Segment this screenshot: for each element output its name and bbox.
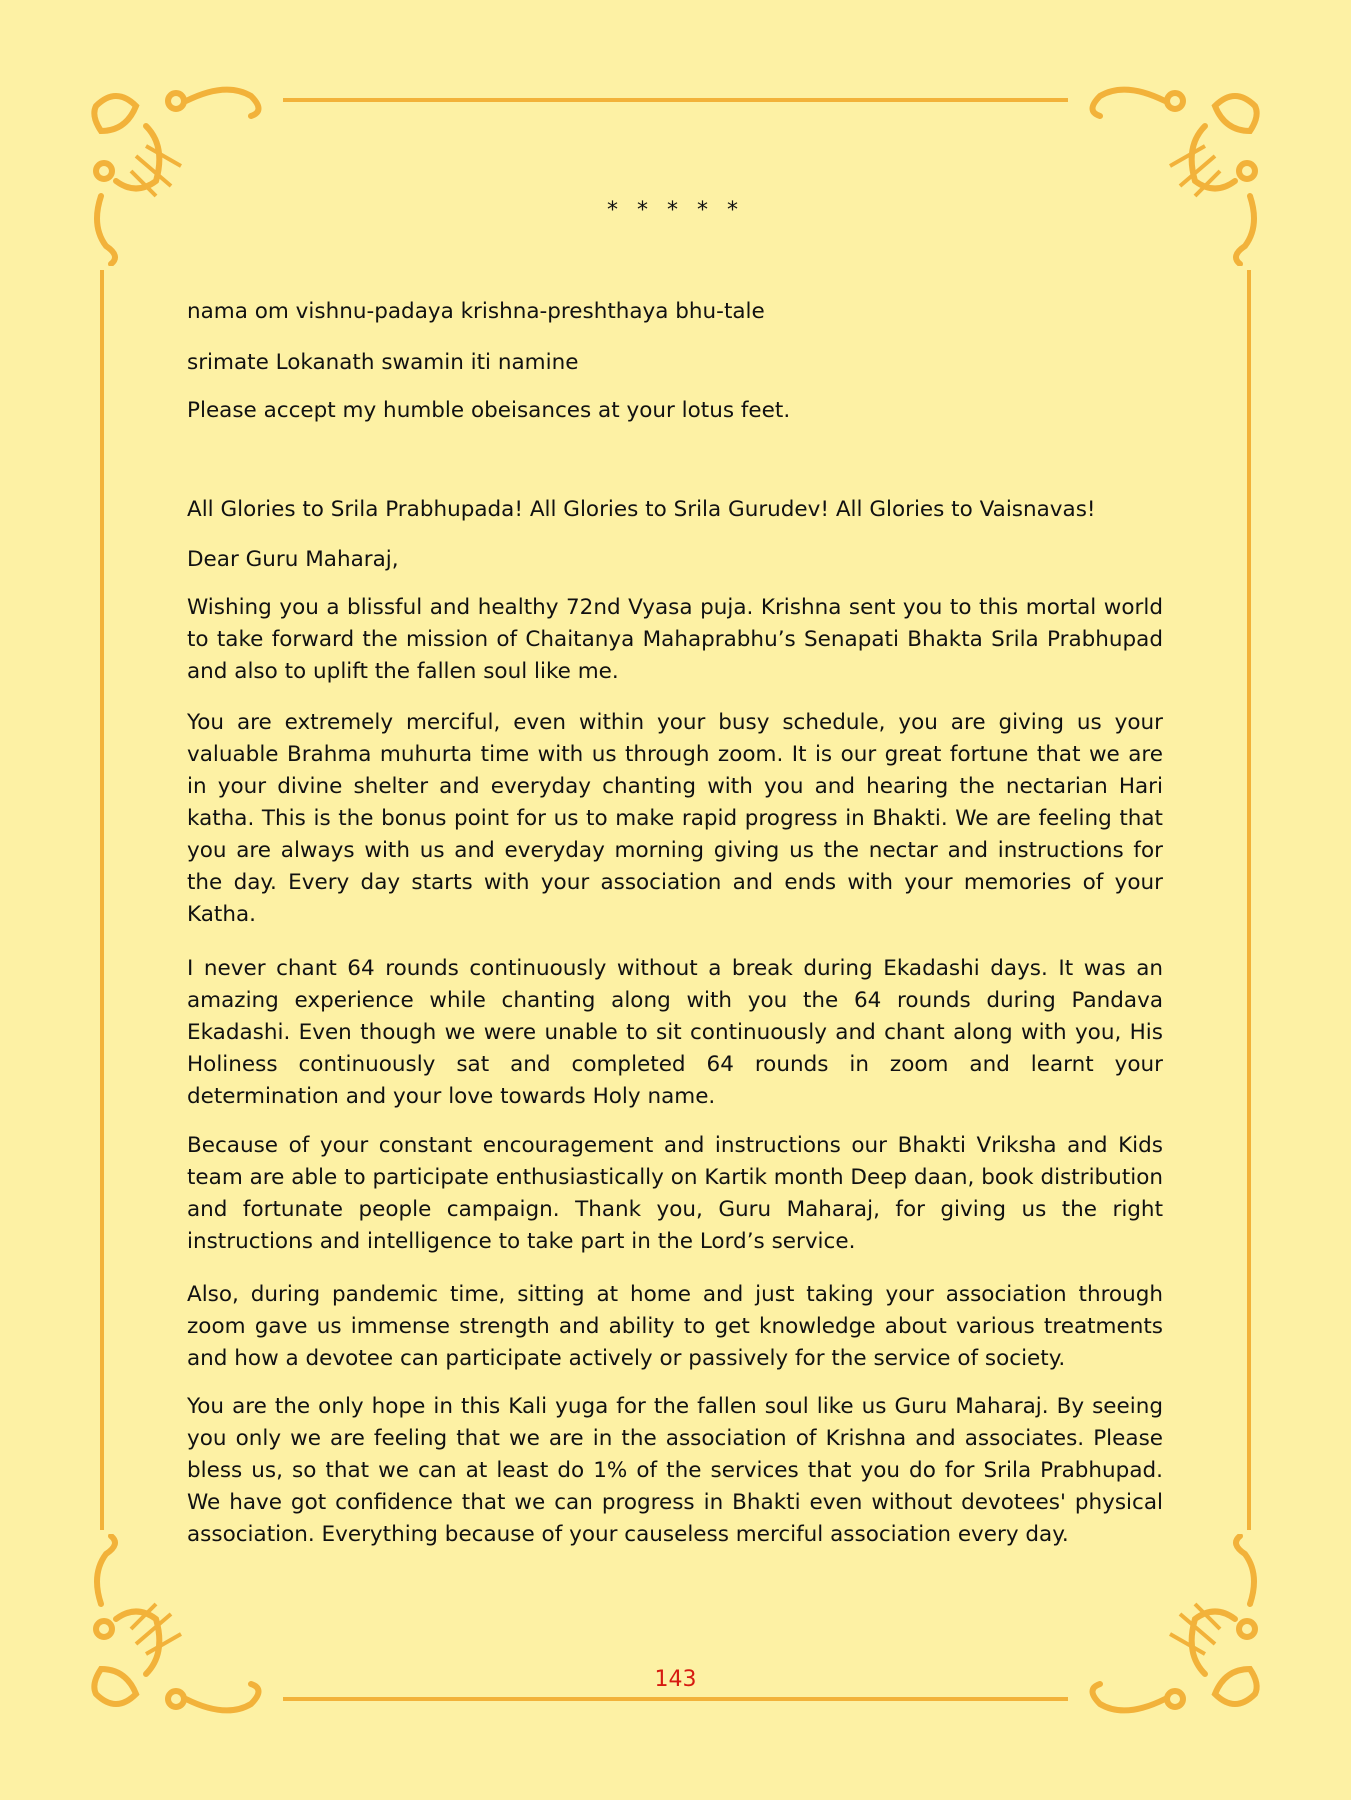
border-bottom (283, 1697, 1068, 1701)
paragraph: Wishing you a blissful and healthy 72nd Vyasa puja. Krishna sent you to this mortal world to take forward the mission of Chaitanya Mahaprabhu’s Senapati Bhakta Srila Prabhupad and also to uplift the fallen soul like me. (187, 595, 1163, 684)
paragraph: You are extremely merciful, even within your busy schedule, you are giving us your valuable Brahma muhurta time with us through zoom. It is our great fortune that we are in your divine shelter and everyday chanting with you and hearing the nectarian Hari katha. This is the bonus point for us to make rapid progress in Bhakti. We are feeling that you are always with us and everyday morning giving us the nectar and instructions for the day. Every day starts with your association and ends with your memories of your Katha. (187, 710, 1163, 927)
salutation: Dear Guru Maharaj, (187, 547, 399, 572)
paragraph: You are the only hope in this Kali yuga for the fallen soul like us Guru Maharaj. By seeing you only we are feeling that we are in the association of Krishna and associates. Please bless us, so that we can at least do 1% of the services that you do for Srila Prabhupad. We have got confidence that we can progress in Bhakti even without devotees' physical association. Everything because of your causeless merciful association every day. (187, 1394, 1163, 1547)
invocation-line-3: Please accept my humble obeisances at your lotus feet. (187, 398, 791, 423)
corner-ornament-icon (1075, 86, 1265, 266)
paragraph: Also, during pandemic time, sitting at home and just taking your association through zoom gave us immense strength and ability to get knowledge about various treatments and how a devotee can participate actively or passively for the service of society. (187, 1282, 1163, 1371)
glories-line: All Glories to Srila Prabhupada! All Glories to Srila Gurudev! All Glories to Vaisnavas! (187, 497, 1096, 522)
page-number: 143 (654, 1667, 697, 1692)
border-right (1247, 270, 1251, 1530)
paragraph: Because of your constant encouragement and instructions our Bhakti Vriksha and Kids team are able to participate enthusiastically on Kartik month Deep daan, book distribution and fortunate people campaign. Thank you, Guru Maharaj, for giving us the right instructions and intelligence to take part in the Lord’s service. (187, 1133, 1163, 1254)
invocation-line-1: nama om vishnu-padaya krishna-preshthaya bhu-tale (187, 299, 765, 324)
section-separator: * * * * * (607, 198, 744, 223)
border-top (283, 98, 1068, 102)
border-left (100, 270, 104, 1530)
invocation-line-2: srimate Lokanath swamin iti namine (187, 350, 579, 375)
paragraph: I never chant 64 rounds continuously without a break during Ekadashi days. It was an amazing experience while chanting along with you the 64 rounds during Pandava Ekadashi. Even though we were unable to sit continuously and chant along with you, His Holiness continuously sat and completed 64 rounds in zoom and learnt your determination and your love towards Holy name. (187, 956, 1163, 1109)
corner-ornament-icon (86, 86, 276, 266)
